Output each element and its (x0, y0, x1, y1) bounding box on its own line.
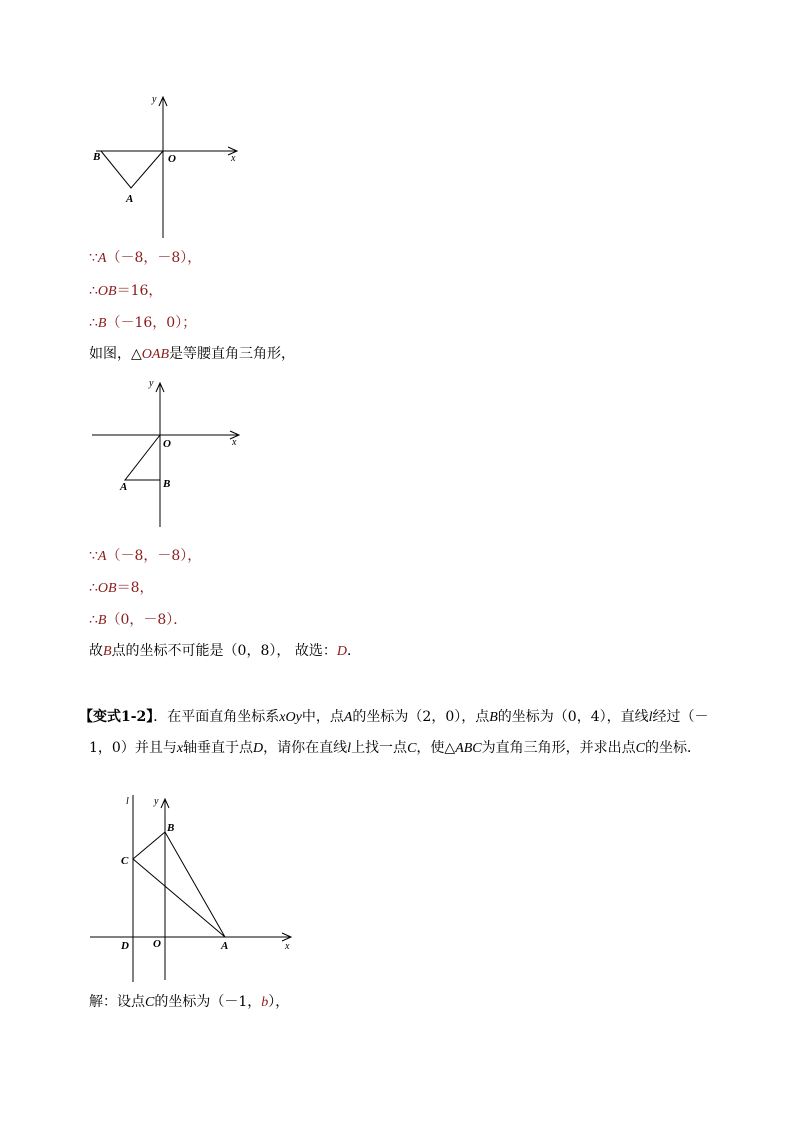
figure-1-coordinate-diagram (88, 88, 248, 248)
figure-2-coordinate-diagram (88, 372, 248, 532)
figure-3-coordinate-diagram (88, 790, 298, 985)
b2-line-2: ∴OB＝8， (89, 580, 154, 596)
solution-line: 解：设点C的坐标为（－1，b）， (89, 994, 290, 1010)
b1-line-3: ∴B（－16，0）； (89, 315, 197, 331)
fig3-label-o: O (153, 938, 161, 950)
fig1-label-y: y (152, 94, 157, 105)
fig2-label-a: A (120, 481, 128, 493)
fig3-label-l: l (126, 796, 129, 807)
fig3-label-c: C (121, 855, 129, 867)
fig1-label-a: A (126, 193, 134, 205)
fig3-label-y: y (154, 796, 159, 807)
b1-line-4: 如图，△OAB是等腰直角三角形， (89, 346, 295, 362)
problem-tag: 【变式1-2】 (79, 709, 154, 725)
b2-line-3: ∴B（0，－8）． (89, 612, 188, 628)
fig2-label-b: B (163, 478, 171, 490)
fig1-label-x: x (231, 153, 236, 164)
b1-line-2: ∴OB＝16， (89, 283, 163, 299)
b1-line-1: ∵A（－8，－8）， (89, 250, 202, 266)
fig3-label-x: x (285, 941, 290, 952)
fig3-label-a: A (221, 940, 229, 952)
fig1-label-b: B (93, 151, 101, 163)
fig3-label-b: B (167, 822, 175, 834)
fig2-label-o: O (163, 438, 171, 450)
fig2-label-x: x (232, 437, 237, 448)
b2-line-4: 故B点的坐标不可能是（0，8）， 故选：D． (89, 643, 361, 659)
b2-line-1: ∵A（－8，－8）， (89, 548, 202, 564)
fig2-label-y: y (149, 378, 154, 389)
problem-statement: 【变式1-2】．在平面直角坐标系xOy中，点A的坐标为（2，0），点B的坐标为（0，4），直线l经过（－1，0）并且与x轴垂直于点D，请你在直线l上找一点C，使△ABC为直角三角形，并求出点C的坐标． (79, 709, 709, 756)
fig3-label-d: D (121, 940, 129, 952)
fig1-label-o: O (168, 153, 176, 165)
